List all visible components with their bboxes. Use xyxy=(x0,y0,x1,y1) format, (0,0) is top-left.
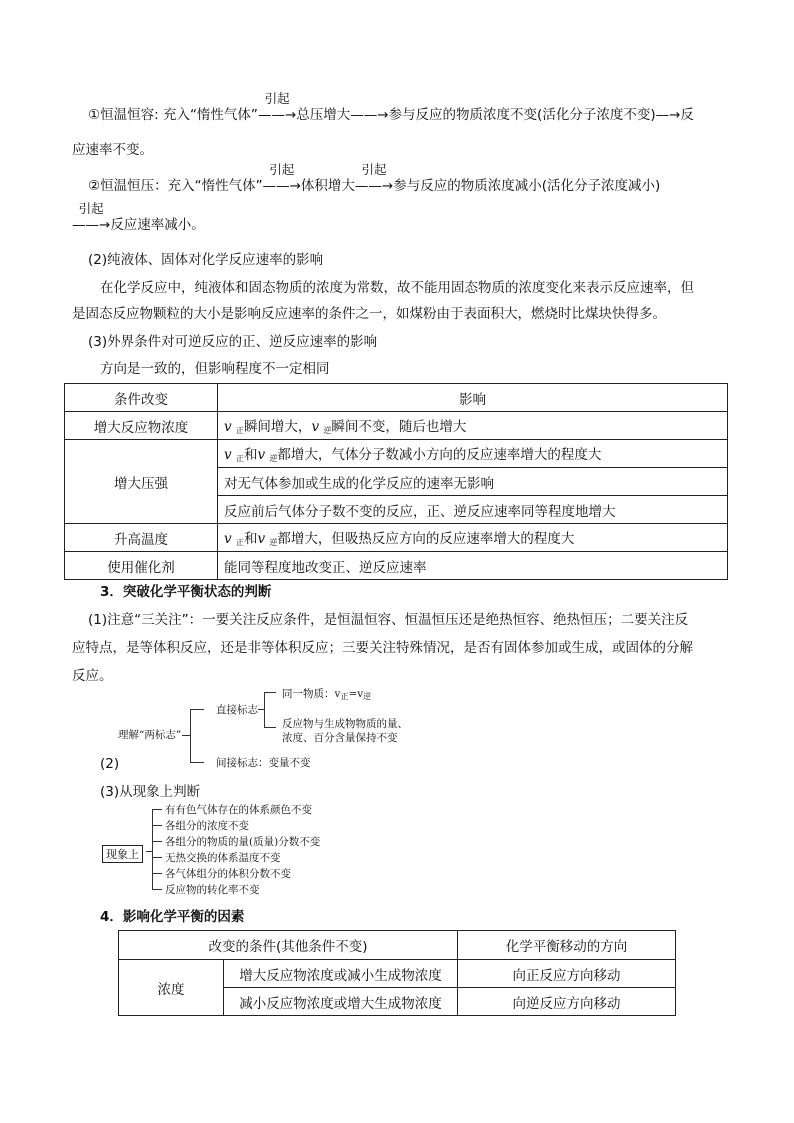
phenomenon-item: 各组分的浓度不变 xyxy=(165,820,249,832)
phenomenon-item: 反应物的转化率不变 xyxy=(165,884,260,896)
table-row: 增大压强 v $_正$和v $_逆$都增大，气体分子数减小方向的反应速率增大的程度大 xyxy=(65,440,728,468)
section-3-sub: 方向是一致的，但影响程度不一定相同 xyxy=(100,361,330,377)
direct-sign: 直接标志 xyxy=(216,704,258,716)
header-effect: 影响 xyxy=(218,384,728,412)
arrow-caused: ——→ 引起 xyxy=(257,91,297,123)
table-row: 使用催化剂 能同等程度地改变正、逆反应速率 xyxy=(65,552,728,580)
paragraph-1: ①恒温恒容: 充入“惰性气体”——→ 引起 总压增大——→参与反应的物质浓度不变(活化分子浓度不变)—→反 xyxy=(88,91,694,123)
table-header-row: 改变的条件(其他条件不变) 化学平衡移动的方向 xyxy=(119,931,676,960)
phenomenon-item: 各气体组分的体积分数不变 xyxy=(165,868,291,880)
heading-4: 4．影响化学平衡的因素 xyxy=(100,909,245,925)
table-row: 浓度 增大反应物浓度或减小生成物浓度 向正反应方向移动 xyxy=(119,960,676,988)
paragraph-2-line2: ——→ 引起 反应速率减小。 xyxy=(72,201,205,233)
diagram-root: 理解“两标志” xyxy=(118,729,182,741)
section-2-body-line1: 在化学反应中，纯液体和固态物质的浓度为常数，故不能用固态物质的浓度变化来表示反应速率，但 xyxy=(100,280,694,296)
heading-3-body-line1: (1)注意“三关注”：一要关注反应条件，是恒温恒容、恒温恒压还是绝热恒容、绝热恒压；二要关注反 xyxy=(88,612,689,628)
heading-3-body-line3: 反应。 xyxy=(72,668,113,684)
heading-3: 3．突破化学平衡状态的判断 xyxy=(100,584,272,600)
amount-rule-line2: 浓度、百分含量保持不变 xyxy=(282,732,398,744)
arrow-caused: ——→ 引起 xyxy=(354,162,394,194)
section-3-title: (3)外界条件对可逆反应的正、逆反应速率的影响 xyxy=(88,334,378,350)
rate-effect-table xyxy=(64,383,728,580)
p1-label: ①恒温恒容: 充入“惰性气体” xyxy=(88,107,258,123)
heading-3-body-line2: 应特点，是等体积反应，还是非等体积反应；三要关注特殊情况，是否有固体参加或生成，或固体的分解 xyxy=(72,640,693,656)
table-row: 减小反应物浓度或增大生成物浓度 向逆反应方向移动 xyxy=(119,988,676,1016)
paragraph-1-line2: 应速率不变。 xyxy=(72,142,153,158)
equilibrium-shift-table xyxy=(118,930,676,1016)
indirect-sign: 间接标志：变量不变 xyxy=(216,757,311,769)
table-header-row xyxy=(65,384,728,412)
table-row: 反应前后气体分子数不变的反应，正、逆反应速率同等程度地增大 xyxy=(65,496,728,524)
phenomena-root: 现象上 xyxy=(102,845,143,863)
paragraph-2: ②恒温恒压：充入“惰性气体”——→ 引起 体积增大——→ 引起 参与反应的物质浓度减小(活化分子浓度减小) xyxy=(88,162,661,194)
header-condition: 条件改变 xyxy=(65,384,218,412)
table-row: 升高温度 v $_正$和v $_逆$都增大，但吸热反应方向的反应速率增大的程度大 xyxy=(65,524,728,552)
section-phenomena-title: (3)从现象上判断 xyxy=(100,784,201,800)
arrow-caused: ——→ 引起 xyxy=(72,201,111,233)
same-substance-rule: 同一物质：$v_正=v_逆$ xyxy=(282,688,372,701)
phenomenon-item: 各组分的物质的量(质量)分数不变 xyxy=(165,836,321,848)
amount-rule-line1: 反应物与生成物物质的量、 xyxy=(282,718,408,730)
arrow-caused: ——→ 引起 xyxy=(262,162,301,194)
table-row: 增大反应物浓度 v $_正$瞬间增大，v $_逆$瞬间不变，随后也增大 xyxy=(65,412,728,440)
p1-mid: 总压增大 xyxy=(296,107,351,123)
table-row: 对无气体参加或生成的化学反应的速率无影响 xyxy=(65,468,728,496)
phenomenon-item: 无热交换的体系温度不变 xyxy=(165,852,281,864)
section-2-title: (2)纯液体、固体对化学反应速率的影响 xyxy=(88,252,324,268)
phenomenon-item: 有有色气体存在的体系颜色不变 xyxy=(165,804,312,816)
label-2: (2) xyxy=(100,756,120,772)
p1-tail: 参与反应的物质浓度不变(活化分子浓度不变) xyxy=(388,107,656,123)
section-2-body-line2: 是固态反应物颗粒的大小是影响反应速率的条件之一，如煤粉由于表面积大，燃烧时比煤块快得多。 xyxy=(72,306,666,322)
